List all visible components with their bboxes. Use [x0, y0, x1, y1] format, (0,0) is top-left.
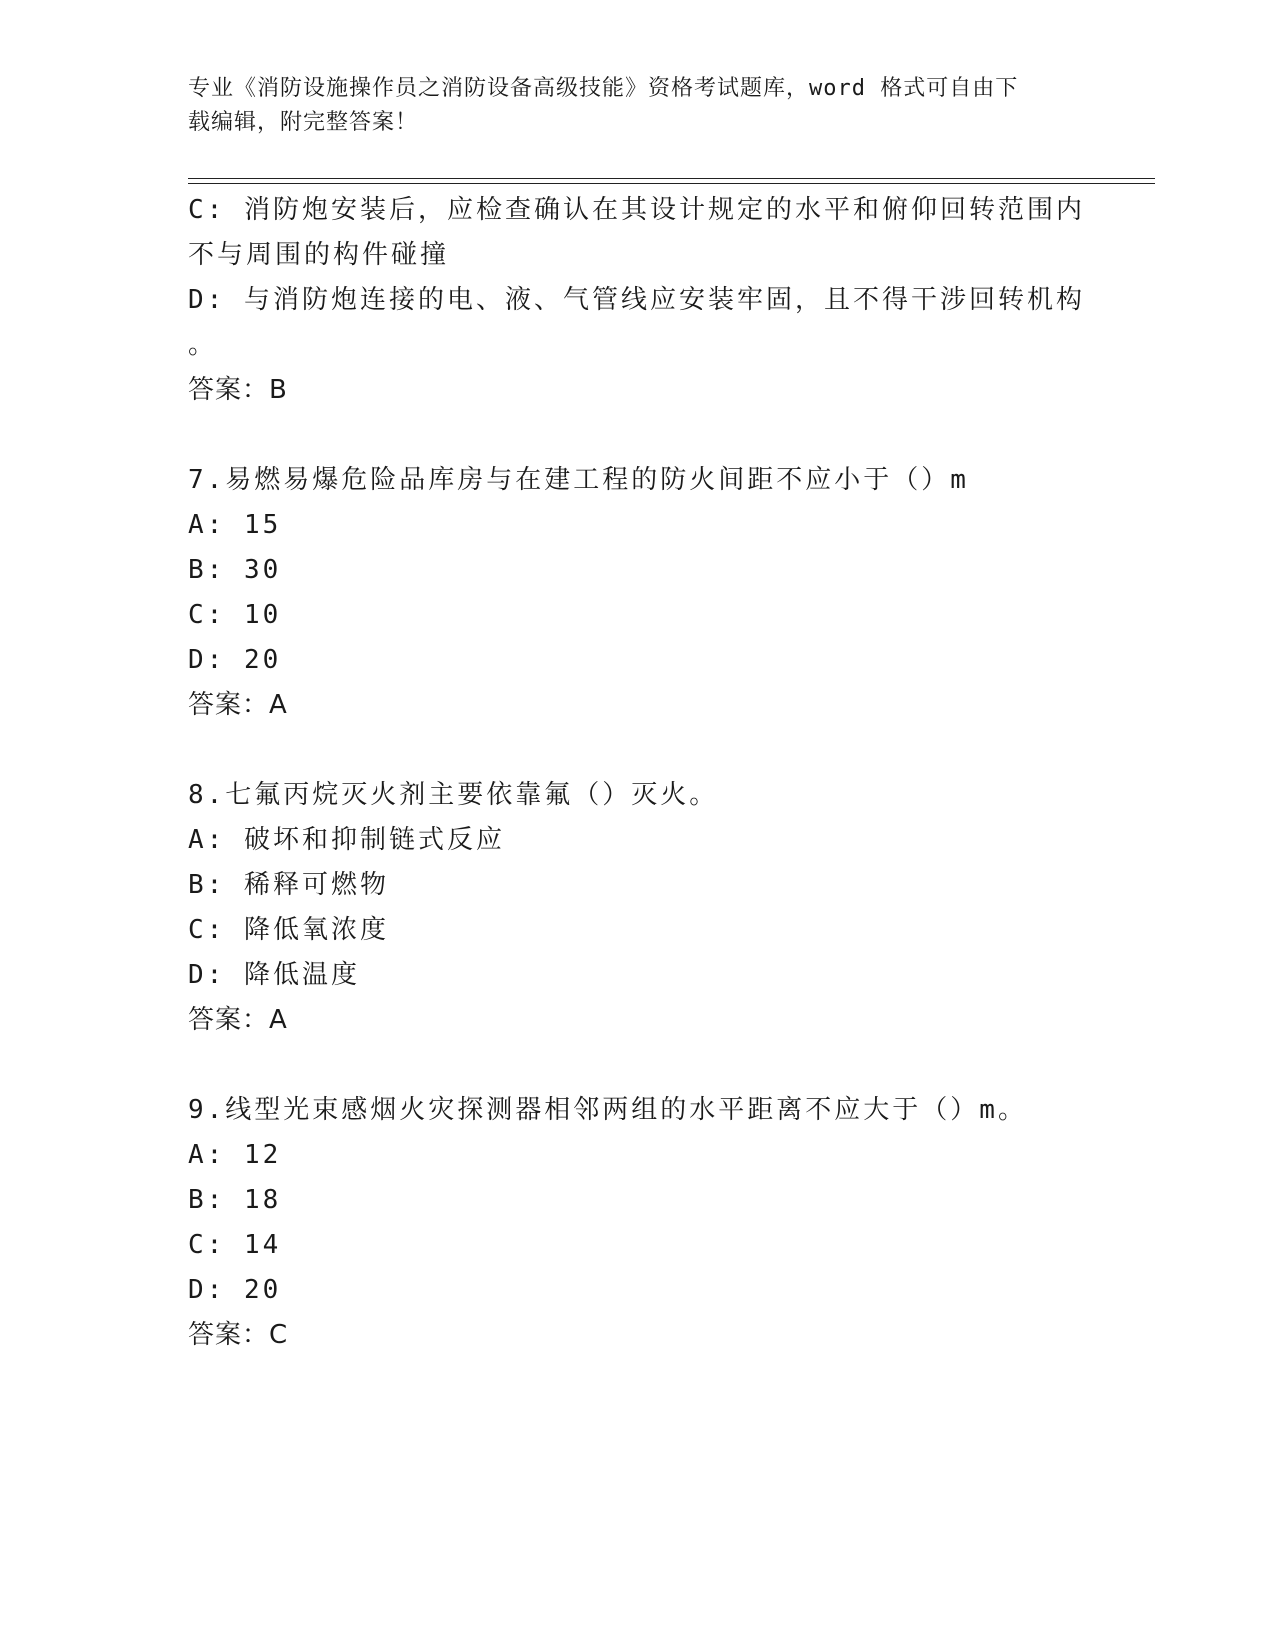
- answer-line: 答案：B: [188, 375, 288, 405]
- answer-line: 答案：C: [188, 1320, 289, 1350]
- answer-line: 答案：A: [188, 690, 288, 720]
- option-a: A: 15: [188, 510, 282, 540]
- answer-line: 答案：A: [188, 1005, 288, 1035]
- question-stem: 7.易燃易爆危险品库房与在建工程的防火间距不应小于（）m: [188, 465, 969, 495]
- option-c: C: 降低氧浓度: [188, 915, 389, 945]
- option-d-line-1: D: 与消防炮连接的电、液、气管线应安装牢固，且不得干涉回转机构: [188, 285, 1085, 315]
- header-divider-bottom: [188, 183, 1155, 184]
- question-stem: 9.线型光束感烟火灾探测器相邻两组的水平距离不应大于（）m。: [188, 1095, 1027, 1125]
- option-a: A: 破坏和抑制链式反应: [188, 825, 505, 855]
- option-c: C: 14: [188, 1230, 282, 1260]
- question-stem: 8.七氟丙烷灭火剂主要依靠氟（）灭火。: [188, 780, 719, 810]
- header-line-2: 载编辑，附完整答案！: [188, 110, 419, 135]
- option-b: B: 稀释可燃物: [188, 870, 389, 900]
- option-d: D: 20: [188, 1275, 282, 1305]
- option-c-line-2: 不与周围的构件碰撞: [188, 240, 450, 270]
- option-d-line-2: 。: [188, 330, 218, 360]
- option-d: D: 20: [188, 645, 282, 675]
- option-c: C: 10: [188, 600, 282, 630]
- option-a: A: 12: [188, 1140, 282, 1170]
- option-b: B: 18: [188, 1185, 282, 1215]
- option-c-line-1: C: 消防炮安装后，应检查确认在其设计规定的水平和俯仰回转范围内: [188, 195, 1085, 225]
- header-line-1: 专业《消防设施操作员之消防设备高级技能》资格考试题库，word 格式可自由下: [188, 76, 1019, 101]
- option-d: D: 降低温度: [188, 960, 360, 990]
- option-b: B: 30: [188, 555, 282, 585]
- document-header: [188, 72, 1088, 140]
- header-divider-top: [188, 178, 1155, 179]
